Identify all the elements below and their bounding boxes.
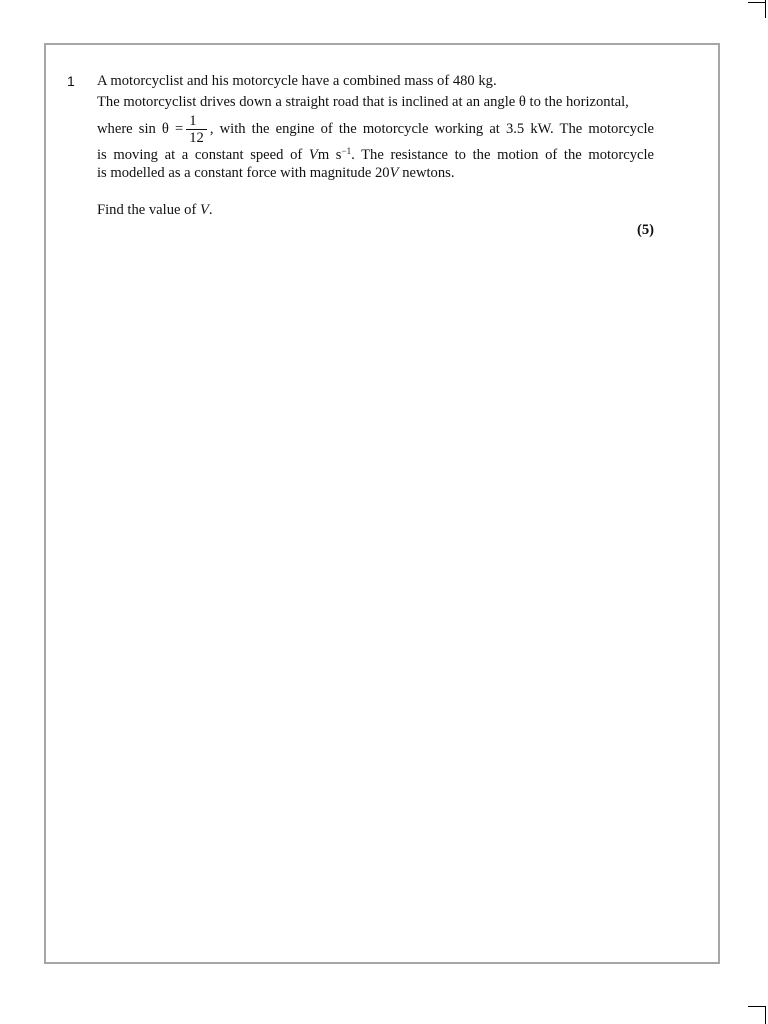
marks-label: (5) — [636, 222, 654, 238]
question-number: 1 — [67, 73, 75, 89]
unit-text: m s — [317, 147, 342, 163]
force-text: is modelled as a constant force with magnitude 20 — [97, 165, 390, 181]
find-period: . — [208, 202, 213, 218]
crop-mark-top-right-horizontal — [748, 2, 766, 3]
sine-text: where sin θ = — [97, 120, 184, 137]
variable-v: V — [308, 147, 318, 163]
variable-v-find: V — [199, 202, 209, 218]
question-line-sine — [97, 113, 654, 146]
question-line-incline: The motorcyclist drives down a straight road that is inclined at an angle θ to the horizontal, — [97, 94, 629, 110]
unit-exponent: −1 — [341, 146, 352, 156]
find-text: Find the value of — [97, 202, 197, 218]
crop-mark-bottom-right-vertical — [765, 1006, 766, 1024]
variable-v-force: V — [389, 165, 399, 181]
question-line-force — [97, 164, 654, 182]
resistance-text: . The resistance to the motion of the motorcycle — [351, 147, 655, 163]
crop-mark-bottom-right-horizontal — [748, 1006, 766, 1007]
question-line-speed — [97, 146, 654, 164]
question-line-find — [97, 201, 654, 219]
power-text: , with the engine of the motorcycle working at 3.5 kW. The motorcycle — [209, 120, 654, 137]
newtons-text: newtons. — [402, 165, 455, 181]
fraction-numerator: 1 — [186, 113, 207, 130]
question-line-mass: A motorcyclist and his motorcycle have a combined mass of 480 kg. — [97, 73, 497, 89]
question-body — [97, 72, 654, 219]
fraction-denominator: 12 — [189, 130, 204, 146]
speed-text: is moving at a constant speed of — [97, 147, 303, 163]
fraction — [186, 113, 207, 146]
